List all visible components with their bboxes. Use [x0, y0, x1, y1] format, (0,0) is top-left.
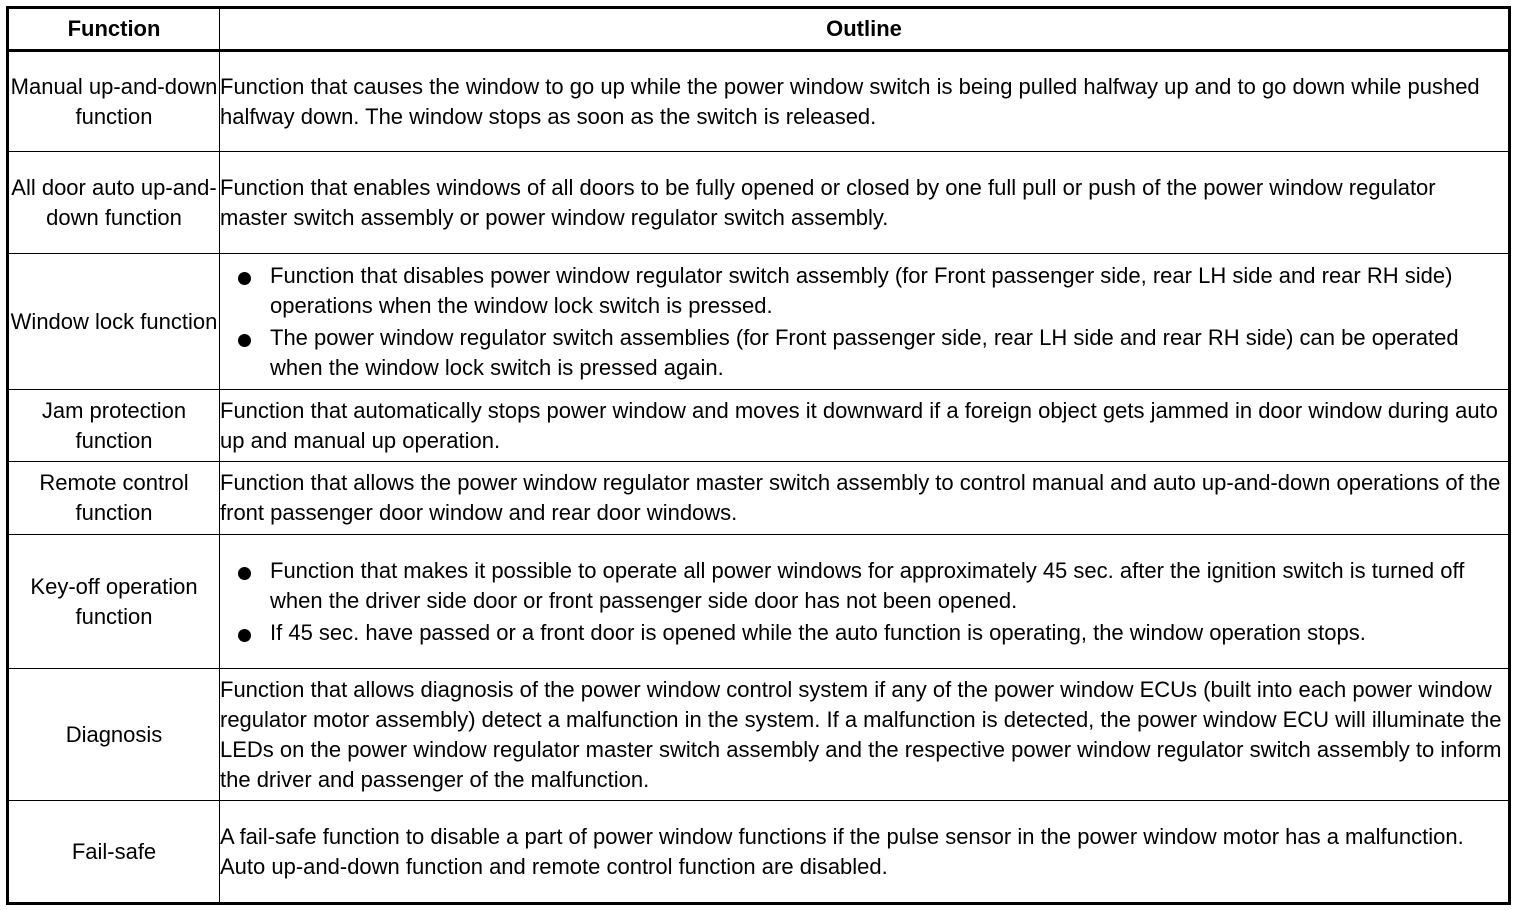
table-row — [8, 669, 1510, 801]
outline-text-2: Auto up-and-down function and remote control function are disabled. — [220, 853, 888, 879]
outline-cell — [220, 669, 1510, 801]
outline-cell — [220, 51, 1510, 152]
bullet-item — [220, 261, 1508, 321]
outline-cell — [220, 801, 1510, 904]
function-cell: Key-off operation function — [8, 535, 220, 669]
function-cell: Fail-safe — [8, 801, 220, 904]
outline-cell — [220, 254, 1510, 390]
function-cell: All door auto up-and-down function — [8, 152, 220, 254]
outline-cell — [220, 390, 1510, 462]
outline-text: Function that allows diagnosis of the power window control system if any of the power window ECUs (built into each power window regulator motor assembly) detect a malfunction in the system. If a malfunction is detected, the power window ECU will illuminate the LEDs on the power window regulator master switch assembly and the respective power window regulator switch assembly to inform the driver and passenger of the malfunction. — [220, 676, 1502, 792]
header-row — [8, 8, 1510, 51]
outline-text: Function that allows the power window regulator master switch assembly to control manual and auto up-and-down operations of the front passenger door window and rear door windows. — [220, 470, 1501, 525]
function-cell: Manual up-and-down function — [8, 51, 220, 152]
table-row — [8, 535, 1510, 669]
function-cell: Diagnosis — [8, 669, 220, 801]
header-outline: Outline — [220, 8, 1510, 51]
outline-text: Function that causes the window to go up while the power window switch is being pulled halfway up and to go down while pushed halfway down. The window stops as soon as the switch is released. — [220, 73, 1480, 129]
bullet-item — [220, 323, 1508, 383]
bullet-list — [220, 556, 1508, 648]
table-row — [8, 254, 1510, 390]
bullet-item — [220, 618, 1508, 648]
function-cell: Remote control function — [8, 462, 220, 535]
function-outline-table — [6, 6, 1511, 905]
bullet-text: The power window regulator switch assemblies (for Front passenger side, rear LH side and rear RH side) can be operated when the window lock switch is pressed again. — [270, 324, 1459, 380]
bullet-item — [220, 556, 1508, 616]
header-function: Function — [8, 8, 220, 51]
bullet-text: If 45 sec. have passed or a front door is opened while the auto function is operating, the window operation stops. — [270, 619, 1366, 645]
table-row — [8, 462, 1510, 535]
outline-text: Function that enables windows of all doors to be fully opened or closed by one full pull or push of the power window regulator master switch assembly or power window regulator switch assembly. — [220, 174, 1436, 230]
bullet-text: Function that disables power window regulator switch assembly (for Front passenger side, rear LH side and rear RH side) operations when the window lock switch is pressed. — [270, 262, 1453, 318]
bullet-dot-icon — [238, 567, 251, 580]
table-row — [8, 801, 1510, 904]
bullet-dot-icon — [238, 272, 251, 285]
bullet-dot-icon — [238, 334, 251, 347]
function-cell: Window lock function — [8, 254, 220, 390]
bullet-text: Function that makes it possible to operate all power windows for approximately 45 sec. after the ignition switch is turned off when the driver side door or front passenger side door has not been opened. — [270, 557, 1465, 613]
table-row — [8, 152, 1510, 254]
outline-text: A fail-safe function to disable a part of power window functions if the pulse sensor in the power window motor has a malfunction. — [220, 823, 1464, 849]
bullet-list — [220, 261, 1508, 383]
table-row — [8, 390, 1510, 462]
bullet-dot-icon — [238, 629, 251, 642]
function-cell: Jam protection function — [8, 390, 220, 462]
outline-cell — [220, 152, 1510, 254]
outline-cell — [220, 462, 1510, 535]
outline-cell — [220, 535, 1510, 669]
outline-text: Function that automatically stops power window and moves it downward if a foreign object gets jammed in door window during auto up and manual up operation. — [220, 397, 1498, 453]
table-row — [8, 51, 1510, 152]
